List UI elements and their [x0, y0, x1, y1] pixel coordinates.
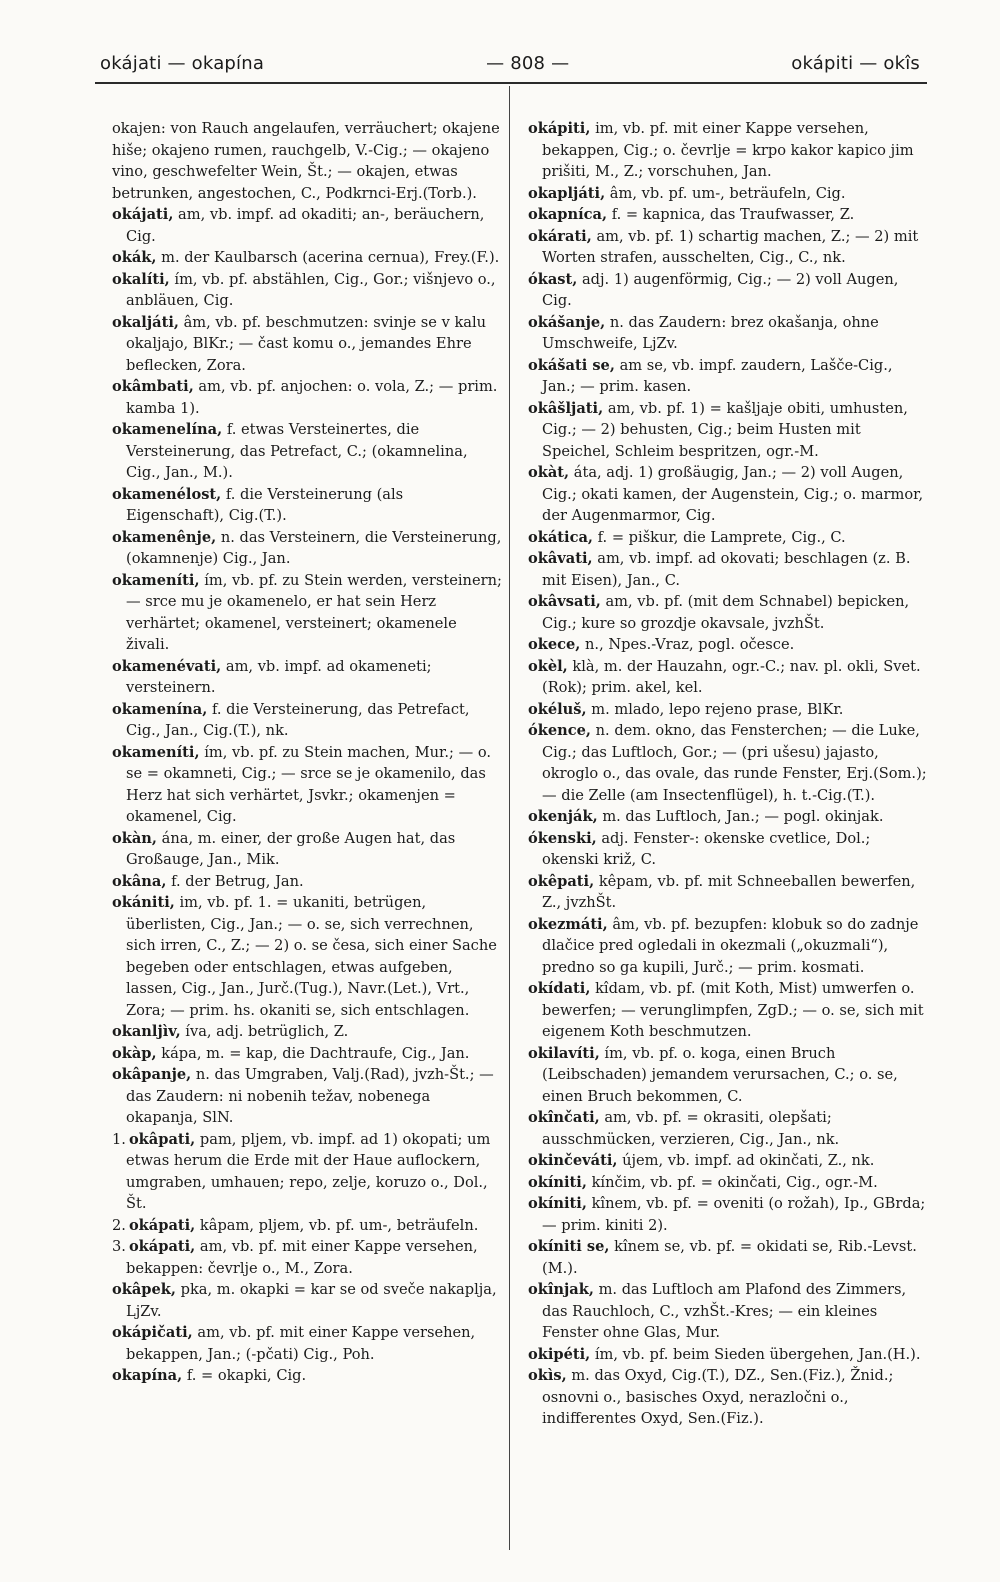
entry-definition: m. der Kaulbarsch (acerina cernua), Frey.(F.). — [161, 249, 500, 266]
dictionary-entry — [528, 806, 928, 828]
entry-definition: âm, vb. pf. bezupfen: klobuk so do zadnje dlačice pred ogledali in okezmali („okuzmali“), predno so ga kupili, Jurč.; — prim. kosmati. — [542, 915, 919, 976]
entry-definition: pam, pljem, vb. impf. ad 1) okopati; um etwas herum die Erde mit der Haue auflockern, umgraben, umhauen; repo, zelje, koruzo o., Dol., Št. — [126, 1130, 491, 1212]
dictionary-entry — [112, 376, 504, 419]
entry-definition: okajen: von Rauch angelaufen, verräuchert; okajene hiše; okajeno rumen, rauchgelb, V.-Cig.; — okajeno vino, geschwefelter Wein, Št.; — okajen, etwas betrunken, angestochen, C., Podkrnci-Erj.(Torb.). — [112, 120, 500, 202]
entry-headword: ókast, — [528, 270, 578, 288]
entry-headword: okápičati, — [112, 1324, 193, 1341]
dictionary-entry — [112, 312, 504, 377]
entry-headword: okárati, — [528, 227, 592, 245]
dictionary-entry — [528, 226, 928, 269]
dictionary-entry — [112, 570, 504, 656]
entry-headword: okalíti, — [112, 270, 170, 288]
entry-headword: okamenévati, — [112, 657, 222, 675]
dictionary-entry — [112, 1322, 504, 1365]
entry-definition: f. die Versteinerung, das Petrefact, Cig., Jan., Cig.(T.), nk. — [126, 700, 470, 739]
entry-sense-number: 2. — [112, 1216, 126, 1234]
entry-definition: âm, vb. pf. um-, beträufeln, Cig. — [609, 184, 846, 202]
left-column — [112, 118, 504, 1387]
entry-definition: ána, m. einer, der große Augen hat, das Großauge, Jan., Mik. — [126, 829, 456, 868]
entry-headword: okàn, — [112, 829, 157, 847]
dictionary-entry — [528, 1107, 928, 1150]
entry-definition: kîdam, vb. pf. (mit Koth, Mist) umwerfen o. bewerfen; — verunglimpfen, ZgD.; — o. se, sich mit eigenem Koth beschmutzen. — [542, 980, 924, 1040]
entry-headword: okâvati, — [528, 550, 593, 567]
entry-headword: okášati se, — [528, 356, 615, 374]
dictionary-entry — [528, 871, 928, 914]
dictionary-entry — [528, 312, 928, 355]
entry-definition: n. das Umgraben, Valj.(Rad), jvzh-Št.; — das Zaudern: ni nobenih težav, nobenega okapanja, SlN. — [126, 1066, 494, 1126]
dictionary-entry — [112, 118, 504, 204]
dictionary-entry — [112, 1279, 504, 1322]
dictionary-entry — [112, 527, 504, 570]
entry-definition: ím, vb. pf. zu Stein werden, versteinern; — srce mu je okamenelo, er hat sein Herz verhärtet; okamenel, versteinert; okamenele živali. — [126, 571, 502, 653]
entry-headword: okamenína, — [112, 700, 208, 718]
entry-headword: okînčati, — [528, 1109, 600, 1126]
entry-definition: f. etwas Versteinertes, die Versteinerung, das Petrefact, C.; (okamnelina, Cig., Jan., M.). — [126, 421, 468, 481]
entry-definition: klà, m. der Hauzahn, ogr.-C.; nav. pl. okli, Svet.(Rok); prim. akel, kel. — [542, 657, 921, 696]
entry-definition: n. das Versteinern, die Versteinerung, (okamnenje) Cig., Jan. — [126, 528, 502, 567]
entry-headword: okìs, — [528, 1367, 567, 1384]
entry-definition: f. = okapki, Cig. — [186, 1367, 307, 1384]
entry-headword: okápati, — [128, 1216, 196, 1234]
entry-definition: n. das Zaudern: brez okašanja, ohne Umschweife, LjZv. — [542, 313, 879, 352]
dictionary-entry — [528, 1344, 928, 1366]
entry-headword: okinčeváti, — [528, 1152, 618, 1169]
entry-headword: okâpek, — [112, 1281, 176, 1298]
entry-headword: okâpanje, — [112, 1066, 192, 1083]
dictionary-entry — [112, 1064, 504, 1129]
entry-headword: okâmbati, — [112, 378, 194, 395]
entry-headword: okàp, — [112, 1044, 157, 1062]
entry-definition: adj. 1) augenförmig, Cig.; — 2) voll Augen, Cig. — [542, 270, 899, 309]
entry-headword: okamenelína, — [112, 421, 223, 438]
entry-definition: am, vb. impf. ad okaditi; an-, beräuchern, Cig. — [126, 206, 485, 245]
entry-headword: okèl, — [528, 657, 568, 675]
entry-headword: okamenélost, — [112, 485, 222, 503]
entry-definition: ím, vb. pf. zu Stein machen, Mur.; — o. se = okamneti, Cig.; — srce se je okamenilo, das Herz hat sich verhärtet, Jsvkr.; okamenjen = okamenel, Cig. — [126, 743, 492, 825]
entry-headword: okâvsati, — [528, 593, 601, 610]
entry-definition: n. dem. okno, das Fensterchen; — die Luke, Cig.; das Luftloch, Gor.; — (pri ušesu) jajasto, okroglo o., das ovale, das runde Fenster, Erj.(Som.); — die Zelle (am Insectenflügel), h. t.-Cig.(T.). — [542, 722, 927, 804]
entry-definition: im, vb. pf. 1. = ukaniti, betrügen, überlisten, Cig., Jan.; — o. se, sich verrechnen, sich irren, C., Z.; — 2) o. se česa, sich einer Sache begeben oder entschlagen, etwas aufgeben, lassen, Cig., Jan., Jurč.(Tug.), Navr.(Let.), Vrt., Zora; — prim. hs. okaniti se, sich entschlagen. — [126, 894, 497, 1019]
entry-headword: ókence, — [528, 722, 591, 739]
dictionary-entry — [528, 462, 928, 527]
dictionary-entry — [112, 1129, 504, 1215]
dictionary-entry — [528, 1172, 928, 1194]
dictionary-entry — [112, 1365, 504, 1387]
entry-headword: okâšljati, — [528, 399, 604, 417]
entry-definition: am, vb. pf. = okrasiti, olepšati; ausschmücken, verzieren, Cig., Jan., nk. — [542, 1109, 840, 1148]
entry-definition: am, vb. pf. 1) = kašljaje obiti, umhusten, Cig.; — 2) behusten, Cig.; beim Husten mit Speichel, Schleim bespritzen, ogr.-M. — [542, 399, 908, 460]
dictionary-entry — [528, 1236, 928, 1279]
dictionary-entry — [528, 1193, 928, 1236]
entry-headword: okániti, — [112, 894, 175, 911]
entry-definition: f. = kapnica, das Traufwasser, Z. — [611, 206, 855, 223]
entry-definition: kêpam, vb. pf. mit Schneeballen bewerfen, Z., jvzhŠt. — [542, 872, 916, 911]
dictionary-entry — [112, 247, 504, 269]
entry-headword: okéluš, — [528, 700, 587, 718]
dictionary-entry — [528, 1365, 928, 1430]
dictionary-entry — [528, 527, 928, 549]
entry-definition: m. das Oxyd, Cig.(T.), DZ., Sen.(Fiz.), Žnid.; osnovni o., basisches Oxyd, nerazločni o., indifferentes Oxyd, Sen.(Fiz.). — [542, 1367, 894, 1427]
entry-headword: okâna, — [112, 872, 167, 890]
dictionary-entry — [528, 183, 928, 205]
entry-definition: kâpam, pljem, vb. pf. um-, beträufeln. — [199, 1216, 479, 1234]
dictionary-entry — [112, 871, 504, 893]
column-divider — [509, 86, 510, 1550]
entry-headword: okece, — [528, 636, 581, 653]
entry-definition: am se, vb. impf. zaudern, Lašče-Cig., Jan.; — prim. kasen. — [542, 356, 893, 395]
entry-headword: okíniti se, — [528, 1238, 610, 1255]
dictionary-entry — [528, 634, 928, 656]
entry-definition: kînem se, vb. pf. = okidati se, Rib.-Levst.(M.). — [542, 1238, 917, 1277]
entry-sense-number: 3. — [112, 1238, 126, 1255]
entry-definition: n., Npes.-Vraz, pogl. očesce. — [585, 636, 795, 653]
entry-headword: okamenênje, — [112, 528, 217, 546]
entry-definition: kínčim, vb. pf. = okinčati, Cig., ogr.-M. — [591, 1173, 878, 1191]
entry-definition: íva, adj. betrüglich, Z. — [185, 1023, 349, 1040]
dictionary-entry — [112, 699, 504, 742]
dictionary-entry — [528, 914, 928, 979]
dictionary-entry — [528, 1043, 928, 1108]
page-number: — 808 — — [486, 52, 570, 74]
dictionary-entry — [528, 204, 928, 226]
entry-definition: m. mlado, lepo rejeno prase, BlKr. — [591, 700, 844, 718]
entry-definition: f. die Versteinerung (als Eigenschaft), Cig.(T.). — [126, 485, 404, 524]
entry-headword: okameníti, — [112, 571, 200, 589]
dictionary-entry — [528, 720, 928, 806]
entry-definition: áta, adj. 1) großäugig, Jan.; — 2) voll Augen, Cig.; okati kamen, der Augenstein, Cig.; o. marmor, der Augenmarmor, Cig. — [542, 464, 924, 524]
entry-definition: m. das Luftloch, Jan.; — pogl. okinjak. — [602, 808, 884, 825]
header-left-range: okájati — okapína — [100, 52, 265, 74]
dictionary-entry — [528, 269, 928, 312]
entry-definition: ím, vb. pf. o. koga, einen Bruch (Leibschaden) jemandem verursachen, C.; o. se, einen Bruch bekommen, C. — [542, 1044, 898, 1105]
entry-headword: okapína, — [112, 1367, 183, 1384]
dictionary-entry — [112, 656, 504, 699]
entry-headword: okàt, — [528, 464, 570, 481]
dictionary-entry — [112, 1021, 504, 1043]
dictionary-entry — [112, 1215, 504, 1237]
dictionary-entry — [112, 204, 504, 247]
entry-definition: m. das Luftloch am Plafond des Zimmers, das Rauchloch, C., vzhŠt.-Kres; — ein kleines Fenster ohne Glas, Mur. — [542, 1281, 907, 1341]
entry-definition: pka, m. okapki = kar se od sveče nakaplja, LjZv. — [126, 1281, 497, 1320]
dictionary-entry — [112, 828, 504, 871]
dictionary-entry — [528, 398, 928, 463]
dictionary-entry — [112, 484, 504, 527]
entry-definition: újem, vb. impf. ad okinčati, Z., nk. — [622, 1152, 875, 1169]
entry-headword: okaljáti, — [112, 313, 179, 331]
entry-headword: okilavíti, — [528, 1044, 600, 1062]
dictionary-entry — [112, 742, 504, 828]
entry-definition: am, vb. pf. 1) schartig machen, Z.; — 2) mit Worten strafen, ausschelten, Cig., C., nk. — [542, 227, 919, 266]
entry-definition: adj. Fenster-: okenske cvetlice, Dol.; okenski križ, C. — [542, 829, 871, 868]
page-header — [100, 48, 920, 78]
entry-definition: am, vb. pf. (mit dem Schnabel) bepicken, Cig.; kure so grozdje okavsale, jvzhŠt. — [542, 593, 910, 632]
entry-definition: am, vb. impf. ad okovati; beschlagen (z. B. mit Eisen), Jan., C. — [542, 550, 911, 589]
entry-sense-number: 1. — [112, 1130, 126, 1148]
entry-headword: okenják, — [528, 808, 598, 825]
entry-definition: kápa, m. = kap, die Dachtraufe, Cig., Jan. — [161, 1044, 470, 1062]
dictionary-entry — [112, 1236, 504, 1279]
dictionary-entry — [112, 419, 504, 484]
entry-headword: okezmáti, — [528, 915, 608, 933]
entry-headword: okînjak, — [528, 1281, 594, 1298]
dictionary-entry — [528, 591, 928, 634]
entry-definition: f. = piškur, die Lamprete, Cig., C. — [597, 528, 846, 546]
dictionary-entry — [528, 355, 928, 398]
entry-definition: im, vb. pf. mit einer Kappe versehen, bekappen, Cig.; o. čevrlje = krpo kakor kapico jim prišiti, M., Z.; vorschuhen, Jan. — [542, 120, 914, 180]
dictionary-entry — [528, 1150, 928, 1172]
dictionary-entry — [528, 1279, 928, 1344]
entry-definition: am, vb. pf. anjochen: o. vola, Z.; — prim. kamba 1). — [126, 378, 498, 417]
entry-definition: am, vb. pf. mit einer Kappe versehen, bekappen: čevrlje o., M., Zora. — [126, 1238, 478, 1277]
entry-headword: okipéti, — [528, 1345, 591, 1363]
entry-headword: ókenski, — [528, 829, 597, 847]
entry-definition: âm, vb. pf. beschmutzen: svinje se v kalu okaljajo, BlKr.; — čast komu o., jemandes Ehre beflecken, Zora. — [126, 313, 487, 374]
entry-definition: am, vb. impf. ad okameneti; versteinern. — [126, 657, 432, 696]
entry-headword: okanljìv, — [112, 1023, 181, 1040]
entry-headword: okášanje, — [528, 313, 606, 331]
entry-headword: okíniti, — [528, 1173, 587, 1191]
entry-headword: okájati, — [112, 206, 174, 223]
entry-headword: okapníca, — [528, 206, 608, 223]
dictionary-entry — [528, 828, 928, 871]
entry-headword: okâpati, — [128, 1130, 196, 1148]
dictionary-entry — [112, 892, 504, 1021]
dictionary-entry — [528, 548, 928, 591]
entry-headword: okápati, — [128, 1238, 196, 1255]
entry-headword: okapljáti, — [528, 184, 606, 202]
dictionary-entry — [528, 656, 928, 699]
dictionary-entry — [528, 118, 928, 183]
dictionary-entry — [528, 978, 928, 1043]
entry-headword: okíniti, — [528, 1195, 587, 1212]
header-rule — [95, 82, 927, 84]
entry-definition: f. der Betrug, Jan. — [171, 872, 304, 890]
right-column — [528, 118, 928, 1430]
entry-headword: okática, — [528, 528, 594, 546]
entry-definition: am, vb. pf. mit einer Kappe versehen, bekappen, Jan.; (-pčati) Cig., Poh. — [126, 1324, 476, 1363]
entry-definition: kînem, vb. pf. = oveniti (o rožah), Ip., GBrda; — prim. kiniti 2). — [542, 1195, 926, 1234]
entry-headword: okêpati, — [528, 872, 595, 890]
dictionary-entry — [528, 699, 928, 721]
dictionary-entry — [112, 269, 504, 312]
entry-headword: okápiti, — [528, 120, 591, 137]
entry-definition: ím, vb. pf. abstählen, Cig., Gor.; višnjevo o., anbläuen, Cig. — [126, 270, 496, 309]
entry-headword: okameníti, — [112, 743, 200, 761]
entry-headword: okídati, — [528, 980, 591, 997]
dictionary-entry — [112, 1043, 504, 1065]
header-right-range: okápiti — okîs — [791, 52, 920, 74]
entry-definition: ím, vb. pf. beim Sieden übergehen, Jan.(H.). — [594, 1345, 921, 1363]
entry-headword: okák, — [112, 249, 157, 266]
